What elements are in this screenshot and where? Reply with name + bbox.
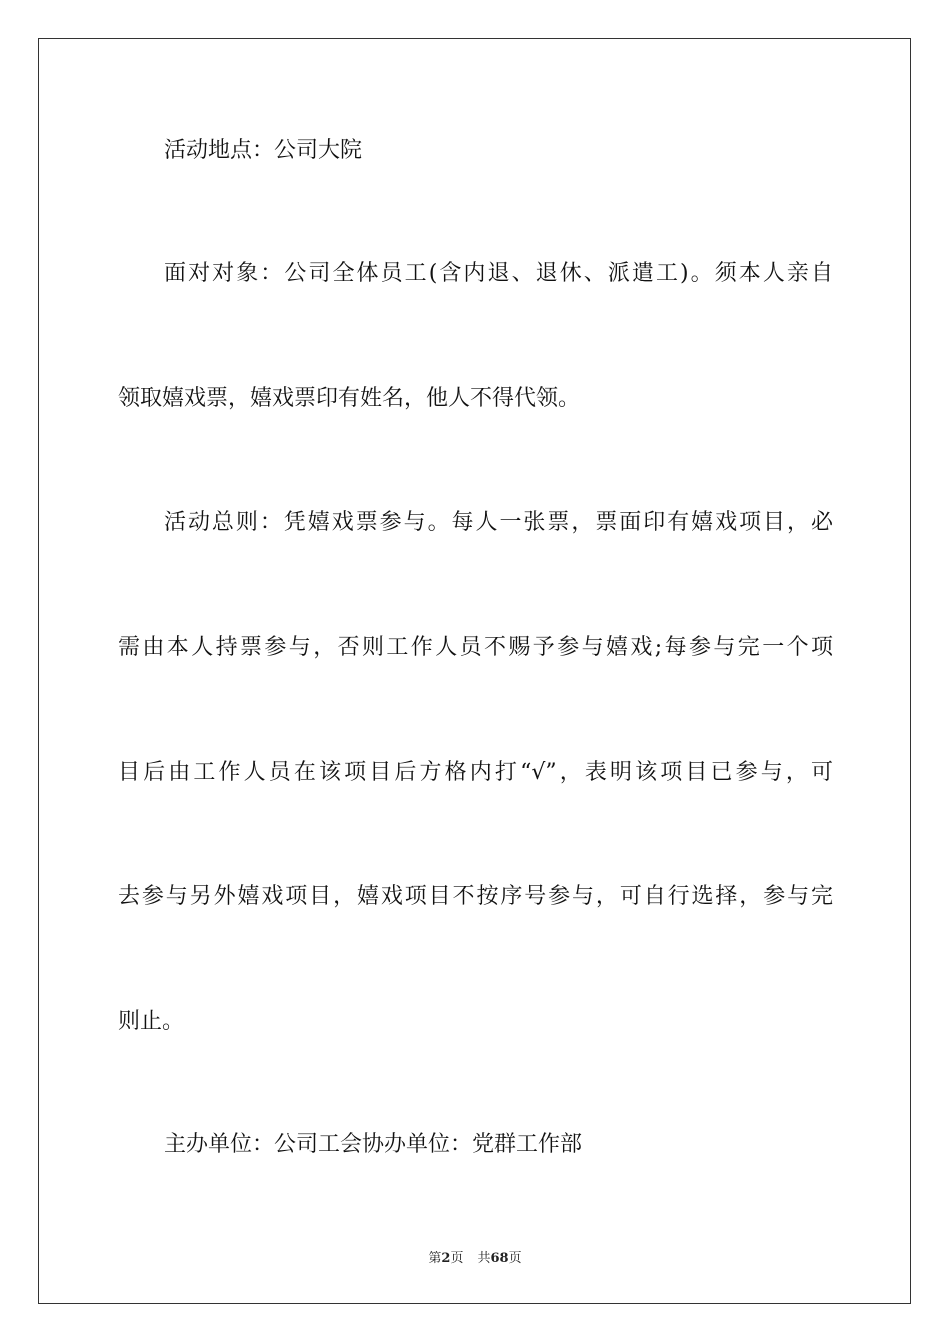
footer-total-pages: 68 bbox=[490, 1251, 509, 1266]
footer-prefix: 第 bbox=[428, 1251, 442, 1266]
line-rules-3: 目后由工作人员在该项目后方格内打“√”，表明该项目已参与，可 bbox=[118, 760, 833, 785]
line-audience-1: 面对对象：公司全体员工(含内退、退休、派遣工)。须本人亲自 bbox=[164, 261, 833, 286]
line-location: 活动地点：公司大院 bbox=[164, 138, 363, 163]
page-border bbox=[38, 38, 911, 1304]
line-audience-2: 领取嬉戏票，嬉戏票印有姓名，他人不得代领。 bbox=[118, 386, 581, 411]
page-footer bbox=[0, 1247, 950, 1266]
footer-total-prefix: 共 bbox=[477, 1251, 491, 1266]
line-organizer: 主办单位：公司工会协办单位：党群工作部 bbox=[164, 1132, 583, 1157]
footer-total-word: 页 bbox=[508, 1251, 522, 1266]
line-rules-5: 则止。 bbox=[118, 1009, 185, 1034]
line-rules-1: 活动总则：凭嬉戏票参与。每人一张票，票面印有嬉戏项目，必 bbox=[164, 510, 833, 535]
footer-page-word: 页 bbox=[450, 1251, 464, 1266]
line-rules-4: 去参与另外嬉戏项目，嬉戏项目不按序号参与，可自行选择，参与完 bbox=[118, 884, 833, 909]
footer-current-page: 2 bbox=[441, 1251, 451, 1266]
line-rules-2: 需由本人持票参与，否则工作人员不赐予参与嬉戏;每参与完一个项 bbox=[118, 635, 833, 660]
